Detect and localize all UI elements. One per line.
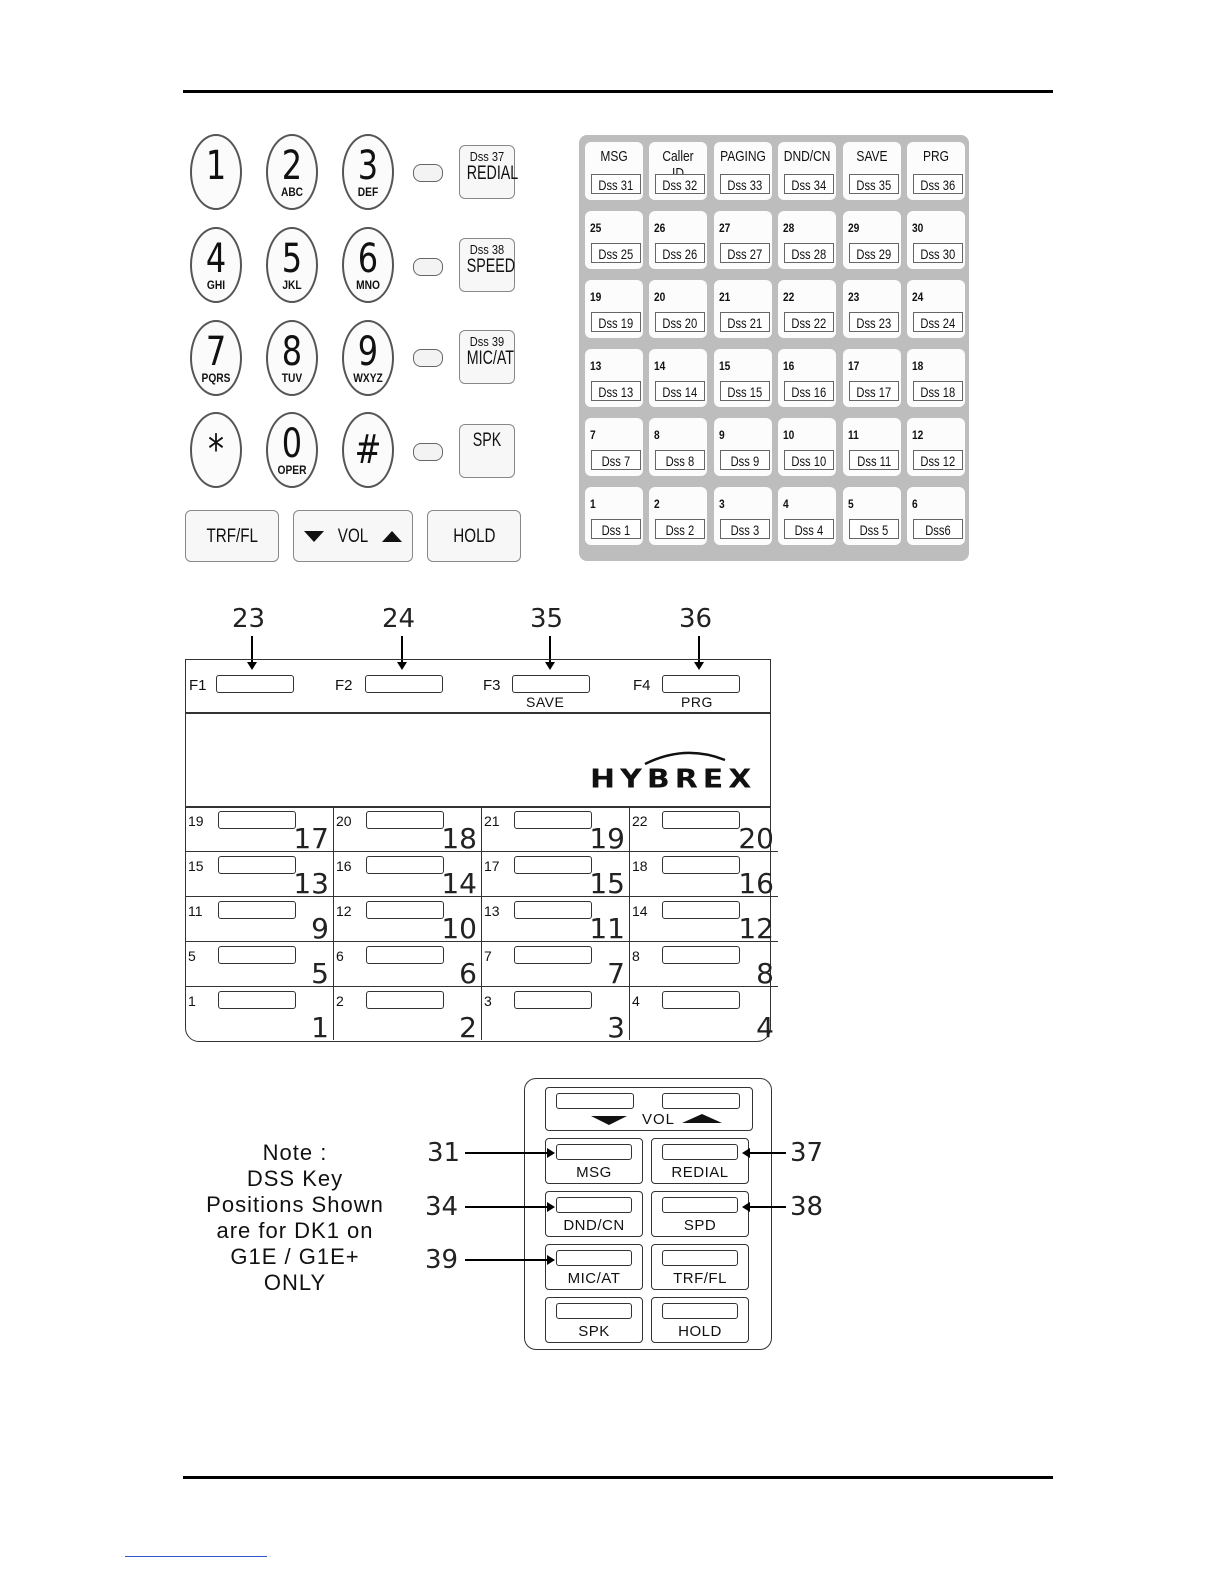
header-rule: [183, 90, 1053, 93]
f4-label: F4: [633, 677, 651, 694]
lcd-key-panel: [185, 659, 774, 1044]
spk-key[interactable]: SPK: [545, 1297, 643, 1343]
led-indicator: [413, 164, 443, 182]
lcd-key-cell[interactable]: 17 15: [482, 852, 630, 897]
arrow-icon: [742, 1148, 750, 1158]
dial-key-6[interactable]: 6 MNO: [342, 227, 394, 303]
led-indicator: [413, 443, 443, 461]
volume-down-icon: [591, 1116, 627, 1125]
dss-key[interactable]: 18 Dss 18: [907, 349, 965, 407]
callout-number: 36: [679, 604, 713, 634]
lcd-key-cell[interactable]: 1 1: [186, 987, 334, 1040]
arrow-icon: [547, 1148, 555, 1158]
volume-up-icon: [682, 1114, 722, 1123]
dss-key-panel: [579, 135, 969, 561]
dss-key[interactable]: 10 Dss 10: [778, 418, 836, 476]
trf-fl-key[interactable]: TRF/FL: [651, 1244, 749, 1290]
speed-button[interactable]: Dss 38 SPEED: [459, 238, 515, 292]
f3-label: F3: [483, 677, 501, 694]
dss-key-save[interactable]: SAVE Dss 35: [843, 142, 901, 200]
f3-key[interactable]: [512, 675, 590, 693]
callout-arrow: [750, 1206, 786, 1208]
dss-key[interactable]: 13 Dss 13: [585, 349, 643, 407]
lcd-key-cell[interactable]: 18 16: [630, 852, 778, 897]
volume-bar[interactable]: VOL: [545, 1087, 753, 1131]
trf-fl-button[interactable]: TRF/FL: [185, 510, 279, 562]
lcd-key-cell[interactable]: 15 13: [186, 852, 334, 897]
msg-key[interactable]: MSG: [545, 1138, 643, 1184]
dial-key-7[interactable]: 7 PQRS: [190, 320, 242, 396]
f4-sub-label: PRG: [681, 694, 713, 710]
dss-key[interactable]: 22 Dss 22: [778, 280, 836, 338]
dss-key[interactable]: 1 Dss 1: [585, 487, 643, 545]
lcd-key-cell[interactable]: 3 3: [482, 987, 630, 1040]
dss-key[interactable]: 20 Dss 20: [649, 280, 707, 338]
callout-number: 34: [425, 1192, 459, 1222]
dss-key[interactable]: 2 Dss 2: [649, 487, 707, 545]
dial-key-9[interactable]: 9 WXYZ: [342, 320, 394, 396]
volume-up-icon: [382, 531, 402, 542]
dss-key[interactable]: 3 Dss 3: [714, 487, 772, 545]
dss-key[interactable]: 12 Dss 12: [907, 418, 965, 476]
lcd-key-cell[interactable]: 11 9: [186, 897, 334, 942]
dss-key-caller-id[interactable]: Caller Dss 32: [649, 142, 707, 200]
lcd-key-cell[interactable]: 6 6: [334, 942, 482, 987]
footer-rule: [183, 1476, 1053, 1479]
dss-key[interactable]: 26 Dss 26: [649, 211, 707, 269]
lcd-key-cell[interactable]: 22 20: [630, 807, 778, 852]
lcd-key-cell[interactable]: 16 14: [334, 852, 482, 897]
dial-key-4[interactable]: 4 GHI: [190, 227, 242, 303]
dss-key[interactable]: 6 Dss6: [907, 487, 965, 545]
dss-key-dnd-cn[interactable]: DND/CN Dss 34: [778, 142, 836, 200]
dss-key[interactable]: 25 Dss 25: [585, 211, 643, 269]
callout-arrow: [750, 1152, 786, 1154]
callout-number: 39: [425, 1245, 459, 1275]
dial-key-1[interactable]: 1: [190, 134, 242, 210]
dnd-cn-key[interactable]: DND/CN: [545, 1191, 643, 1237]
hold-key[interactable]: HOLD: [651, 1297, 749, 1343]
dss-key[interactable]: 28 Dss 28: [778, 211, 836, 269]
dss-key-prg[interactable]: PRG Dss 36: [907, 142, 965, 200]
callout-number: 38: [790, 1192, 824, 1222]
mic-at-button[interactable]: Dss 39 MIC/AT: [459, 330, 515, 384]
dss-key[interactable]: 9 Dss 9: [714, 418, 772, 476]
dss-key[interactable]: 14 Dss 14: [649, 349, 707, 407]
lcd-key-cell[interactable]: 8 8: [630, 942, 778, 987]
dial-key-0[interactable]: 0 OPER: [266, 412, 318, 488]
mic-at-key[interactable]: MIC/AT: [545, 1244, 643, 1290]
dss-key[interactable]: 30 Dss 30: [907, 211, 965, 269]
led-indicator: [413, 258, 443, 276]
lcd-key-cell[interactable]: 5 5: [186, 942, 334, 987]
arrow-icon: [547, 1255, 555, 1265]
dial-key-hash[interactable]: #: [342, 412, 394, 488]
lcd-key-cell[interactable]: 4 4: [632, 993, 774, 1044]
dss-key[interactable]: 7 Dss 7: [585, 418, 643, 476]
lcd-key-cell[interactable]: 13 11: [482, 897, 630, 942]
callout-number: 37: [790, 1138, 824, 1168]
f1-key[interactable]: [216, 675, 294, 693]
spk-button[interactable]: SPK: [459, 424, 515, 478]
dss-key[interactable]: 23 Dss 23: [843, 280, 901, 338]
spd-key[interactable]: SPD: [651, 1191, 749, 1237]
lcd-key-cell[interactable]: 12 10: [334, 897, 482, 942]
callout-number: 24: [382, 604, 416, 634]
dss-key[interactable]: 17 Dss 17: [843, 349, 901, 407]
dss-key-paging[interactable]: PAGING Dss 33: [714, 142, 772, 200]
dss-key[interactable]: 8 Dss 8: [649, 418, 707, 476]
f3-sub-label: SAVE: [526, 694, 565, 710]
lcd-key-cell[interactable]: 14 12: [630, 897, 778, 942]
volume-down-icon: [304, 531, 324, 542]
arrow-icon: [547, 1202, 555, 1212]
lcd-key-cell[interactable]: 19 17: [186, 807, 334, 852]
dk1-key-panel: [524, 1078, 772, 1350]
dial-key-3[interactable]: 3 DEF: [342, 134, 394, 210]
dss-key-msg[interactable]: MSG Dss 31: [585, 142, 643, 200]
dss-key[interactable]: 29 Dss 29: [843, 211, 901, 269]
dss-key[interactable]: 16 Dss 16: [778, 349, 836, 407]
lcd-key-cell[interactable]: 2 2: [334, 987, 482, 1040]
callout-arrow: [465, 1206, 547, 1208]
footer-link-underline: [125, 1556, 267, 1557]
dial-key-star[interactable]: *: [190, 412, 242, 488]
f2-label: F2: [335, 677, 353, 694]
hold-button[interactable]: HOLD: [427, 510, 521, 562]
dss-key[interactable]: 24 Dss 24: [907, 280, 965, 338]
volume-button[interactable]: VOL: [293, 510, 413, 562]
dss-key[interactable]: 11 Dss 11: [843, 418, 901, 476]
hybrex-logo: HYBREX: [590, 764, 757, 795]
lcd-key-cell[interactable]: 21 19: [482, 807, 630, 852]
callout-number: 31: [427, 1138, 461, 1168]
dial-key-2[interactable]: 2 ABC: [266, 134, 318, 210]
dial-key-5[interactable]: 5 JKL: [266, 227, 318, 303]
dss-key[interactable]: 27 Dss 27: [714, 211, 772, 269]
callout-arrow: [465, 1152, 547, 1154]
dss-key[interactable]: 19 Dss 19: [585, 280, 643, 338]
led-indicator: [413, 349, 443, 367]
callout-number: 23: [232, 604, 266, 634]
f4-key[interactable]: [662, 675, 740, 693]
dss-key[interactable]: 15 Dss 15: [714, 349, 772, 407]
dss-key[interactable]: 5 Dss 5: [843, 487, 901, 545]
f1-label: F1: [189, 677, 207, 694]
dss-key[interactable]: 4 Dss 4: [778, 487, 836, 545]
note-text: Note : DSS Key Positions Shown are for DK1 on G1E / G1E+ ONLY: [206, 1140, 384, 1295]
callout-number: 35: [530, 604, 564, 634]
redial-button[interactable]: Dss 37 REDIAL: [459, 145, 515, 199]
lcd-key-cell[interactable]: 7 7: [482, 942, 630, 987]
dss-key[interactable]: 21 Dss 21: [714, 280, 772, 338]
redial-key[interactable]: REDIAL: [651, 1138, 749, 1184]
arrow-icon: [742, 1202, 750, 1212]
callout-arrow: [465, 1259, 547, 1261]
lcd-key-cell[interactable]: 20 18: [334, 807, 482, 852]
f2-key[interactable]: [365, 675, 443, 693]
dial-key-8[interactable]: 8 TUV: [266, 320, 318, 396]
